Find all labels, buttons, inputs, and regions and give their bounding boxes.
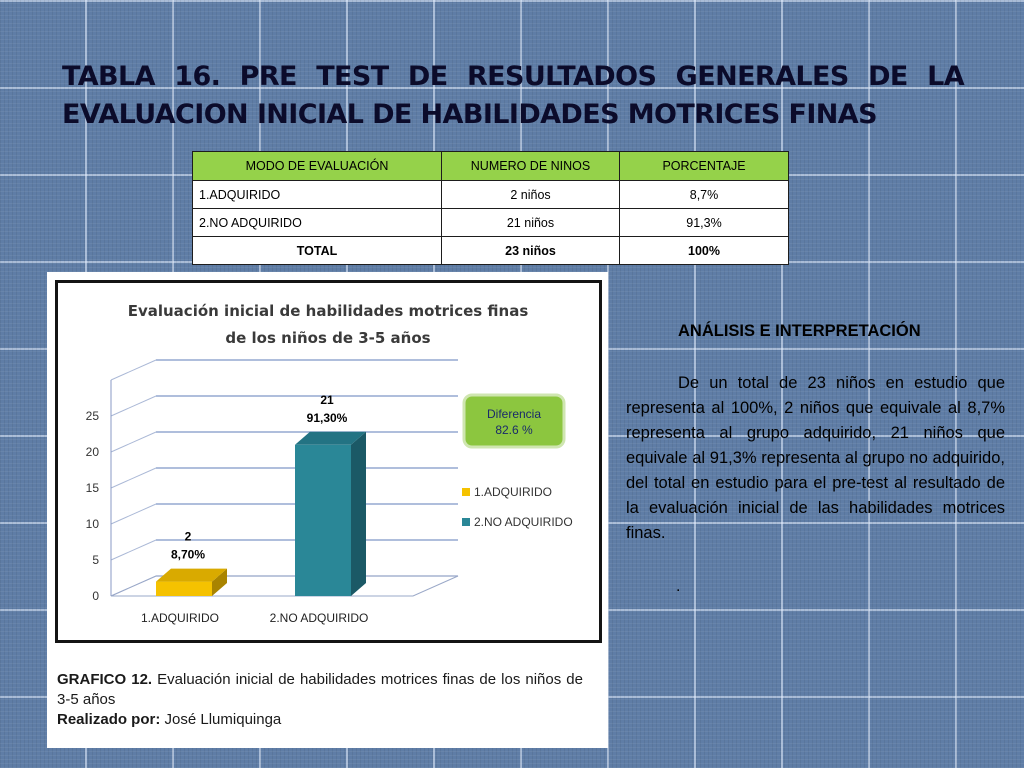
x-category-label: 2.NO ADQUIRIDO (269, 611, 369, 625)
gridline-side (111, 360, 156, 380)
gridline-side (111, 468, 156, 488)
legend-label-adquirido: 1.ADQUIRIDO (474, 485, 553, 499)
legend-label-no-adquirido: 2.NO ADQUIRIDO (474, 515, 573, 529)
trailing-dot: . (676, 578, 681, 595)
y-tick-label: 20 (85, 445, 99, 459)
column-header: MODO DE EVALUACIÓN (193, 152, 442, 181)
chart-frame (55, 280, 602, 643)
chart-title-line-2: de los niños de 3-5 años (225, 329, 431, 347)
callout-value: 82.6 % (495, 423, 533, 437)
chart-legend (462, 485, 573, 529)
bar-side (351, 432, 366, 596)
table-cell: 2 niños (442, 181, 620, 209)
difference-callout (464, 395, 564, 447)
table-cell: 100% (620, 237, 789, 265)
gridline-side (111, 504, 156, 524)
chart-gridlines (111, 360, 458, 596)
column-header: NUMERO DE NINOS (442, 152, 620, 181)
x-category-label: 1.ADQUIRIDO (140, 611, 220, 625)
chart-bars (156, 432, 366, 596)
chart-axes (86, 380, 458, 603)
table-cell: 1.ADQUIRIDO (193, 181, 442, 209)
caption-text: Evaluación inicial de habilidades motrices finas de los niños de 3-5 años (57, 671, 583, 708)
table-cell: 21 niños (442, 209, 620, 237)
y-tick-label: 15 (85, 481, 99, 495)
analysis-heading: ANÁLISIS E INTERPRETACIÓN (678, 322, 921, 340)
column-header: PORCENTAJE (620, 152, 789, 181)
gridline-side (111, 396, 156, 416)
bar-chart (58, 283, 599, 640)
table-cell: 23 niños (442, 237, 620, 265)
table-cell: 91,3% (620, 209, 789, 237)
table-row (193, 181, 789, 209)
legend-swatch-no-adquirido (462, 518, 470, 526)
bar-percent-label: 91,30% (306, 410, 348, 425)
analysis-paragraph: De un total de 23 niños en estudio que representa al 100%, 2 niños que equivale al 8,7% representa al grupo adquirido, 21 niños que equivale al 91,3% representa al grupo no adquirido, del total en estudio para el pre-test al resultado de la evaluación inicial de las habilidades motrices finas. (626, 374, 1005, 542)
bar-front (295, 445, 351, 596)
legend-swatch-adquirido (462, 488, 470, 496)
chart-title-line-1: Evaluación inicial de habilidades motrices finas (127, 302, 529, 320)
page-title: TABLA 16. PRE TEST DE RESULTADOS GENERALES DE LA EVALUACION INICIAL DE HABILIDADES MOTRICES FINAS (62, 61, 964, 130)
y-tick-label: 5 (92, 553, 99, 567)
results-table (192, 151, 789, 265)
gridline-side (111, 540, 156, 560)
callout-label: Diferencia (486, 407, 542, 421)
table-cell: 2.NO ADQUIRIDO (193, 209, 442, 237)
chart-figure (47, 272, 608, 748)
table-total-row (193, 237, 789, 265)
bar-value-label: 2 (184, 529, 192, 544)
bar-value-label: 21 (320, 392, 334, 407)
figure-caption (57, 670, 583, 730)
table-row (193, 209, 789, 237)
author-label: Realizado por: (57, 711, 161, 728)
y-tick-label: 0 (92, 589, 99, 603)
author-name: José Llumiquinga (160, 711, 282, 728)
y-tick-label: 10 (85, 517, 99, 531)
bar-percent-label: 8,70% (170, 547, 206, 562)
table-cell: TOTAL (193, 237, 442, 265)
table-header-row (193, 152, 789, 181)
caption-label: GRAFICO 12. (57, 671, 153, 688)
y-tick-label: 25 (85, 409, 99, 423)
gridline-side (111, 432, 156, 452)
table-cell: 8,7% (620, 181, 789, 209)
bar-front (156, 582, 212, 596)
